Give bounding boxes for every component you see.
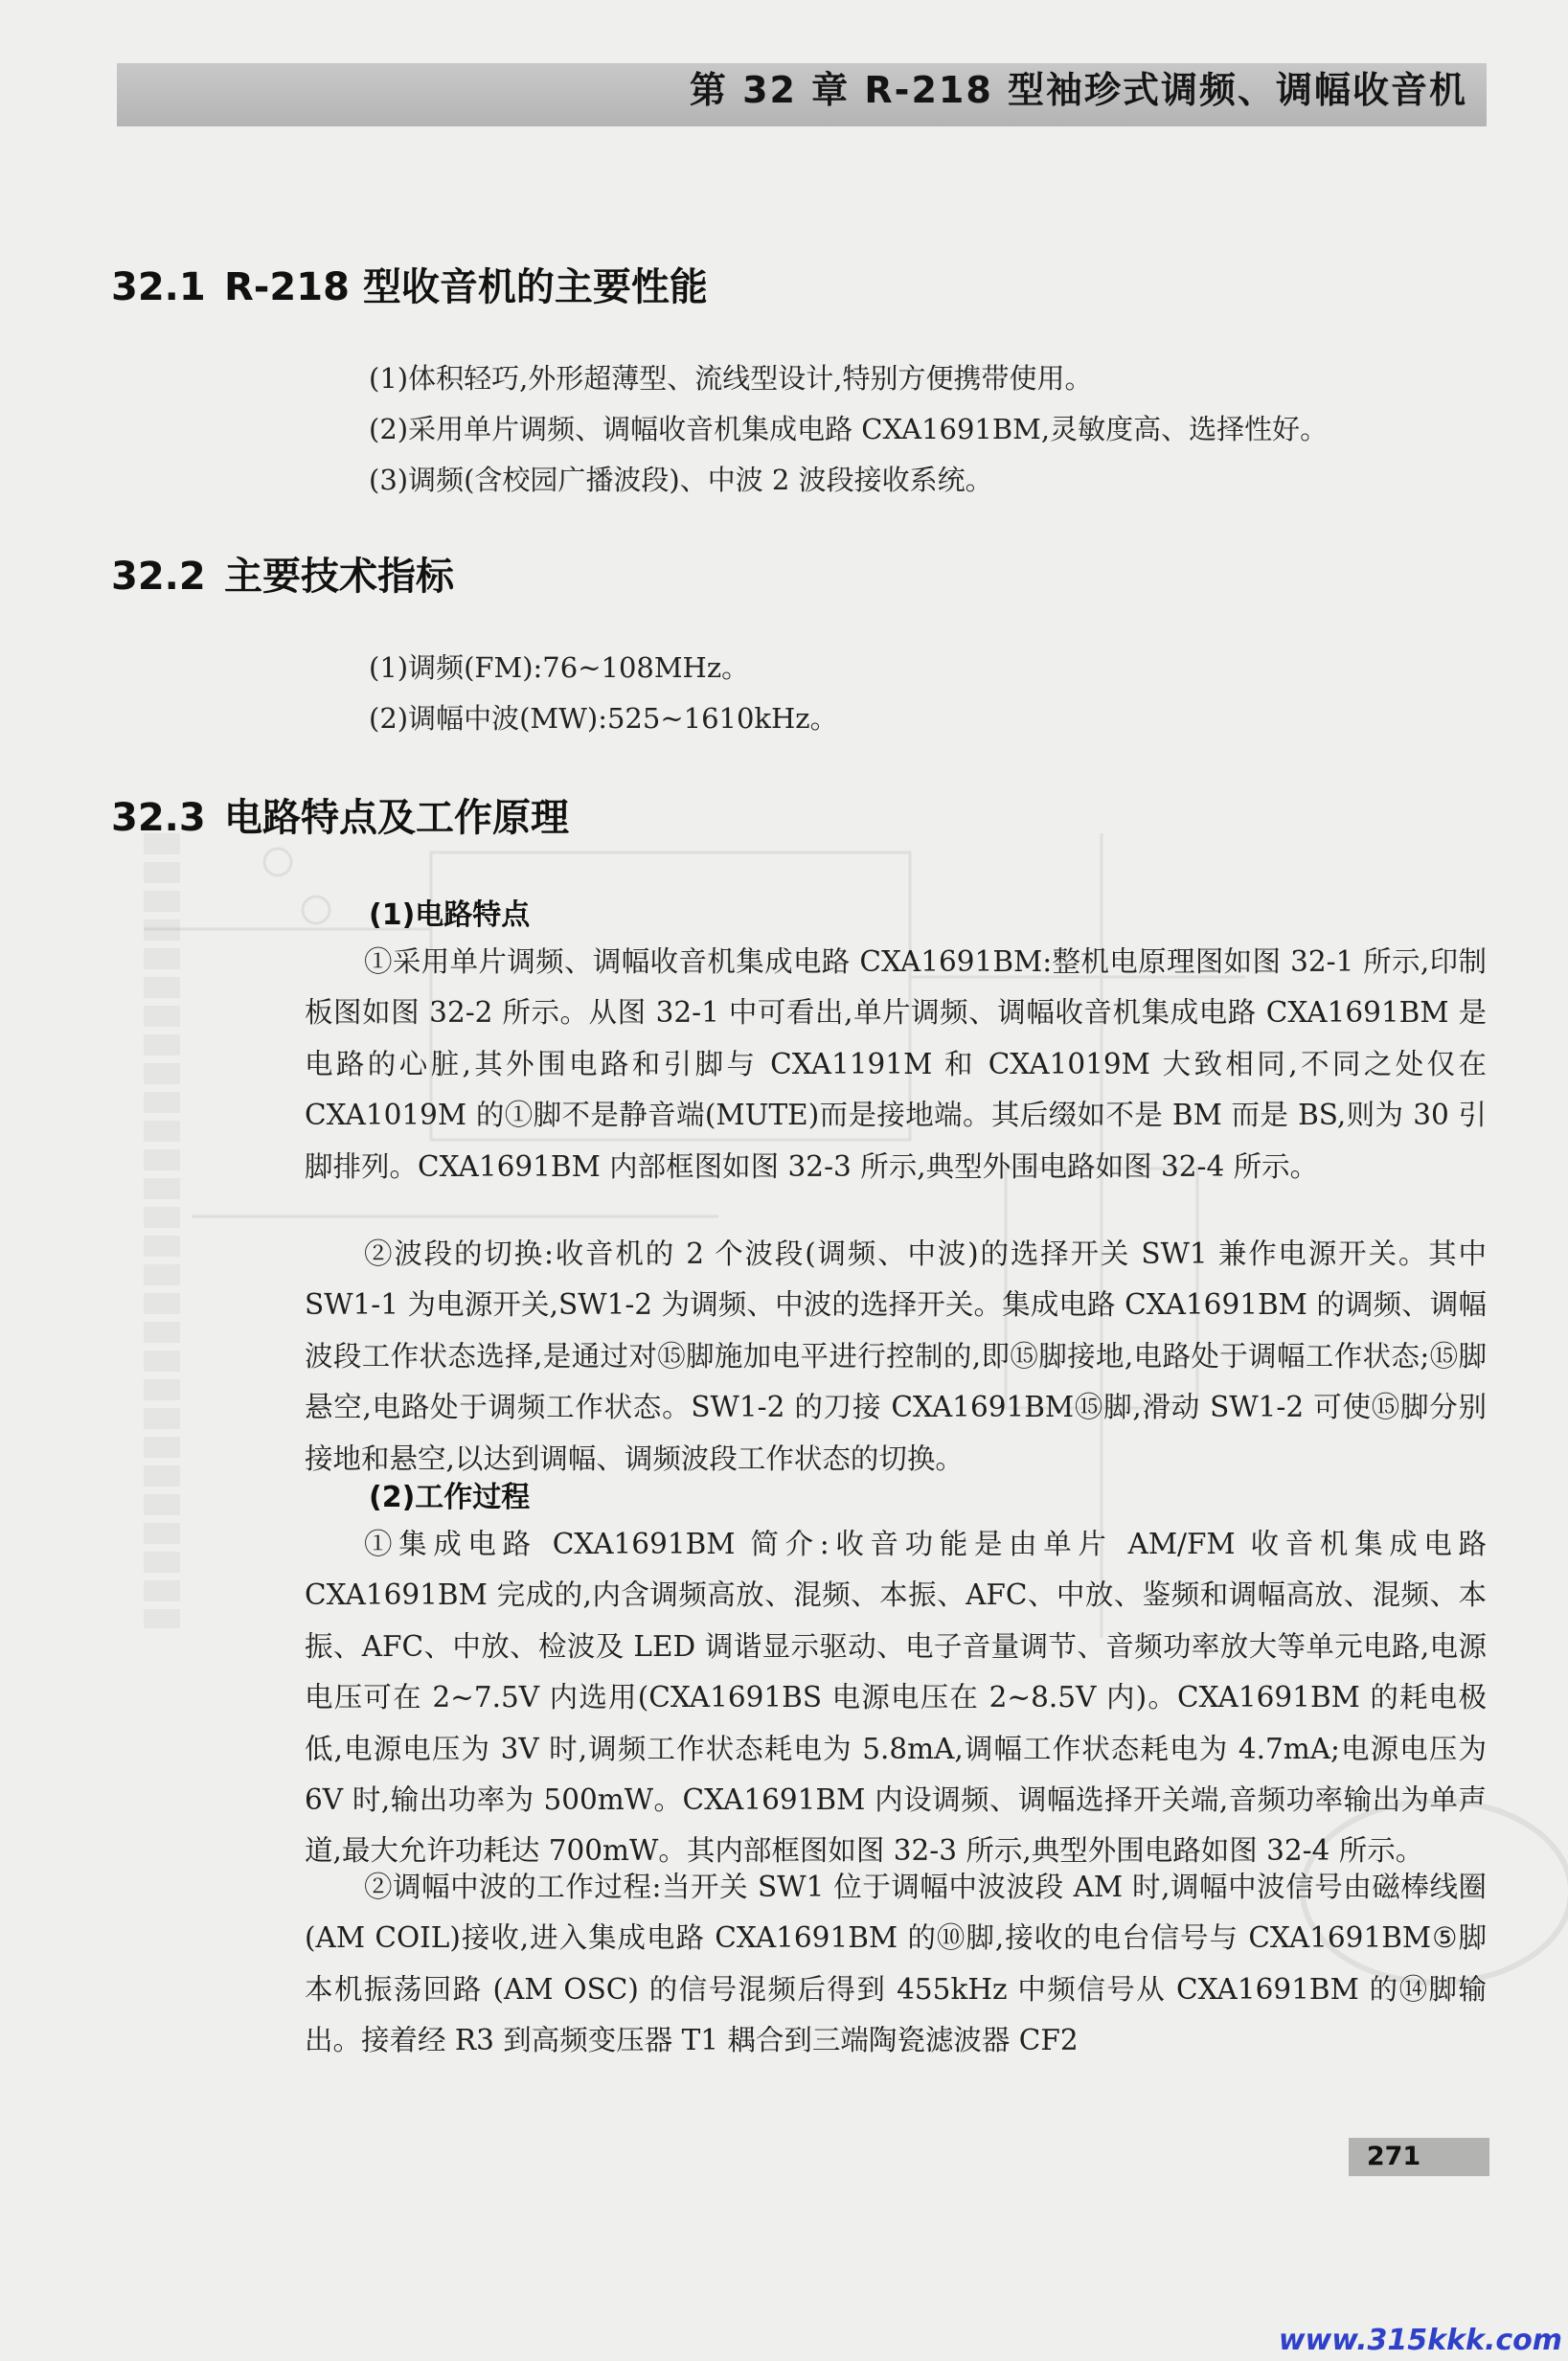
- section-heading: [111, 787, 569, 842]
- section-number: 32.1: [111, 265, 206, 309]
- body-paragraph: ①采用单片调频、调幅收音机集成电路 CXA1691BM:整机电原理图如图 32-1 所示,印制板图如图 32-2 所示。从图 32-1 中可看出,单片调频、调幅收音机集成电路 CXA1691BM 是电路的心脏,其外围电路和引脚与 CXA1191M 和 CXA1019M 大致相同,不同之处仅在 CXA1019M 的①脚不是静音端(MUTE)而是接地端。其后缀如不是 BM 而是 BS,则为 30 引脚排列。CXA1691BM 内部框图如图 32-3 所示,典型外围电路如图 32-4 所示。: [305, 945, 1487, 1183]
- list-item: (2)调幅中波(MW):525~1610kHz。: [369, 702, 838, 735]
- page-number: 271: [1366, 2142, 1421, 2171]
- list-item: (1)体积轻巧,外形超薄型、流线型设计,特别方便携带使用。: [369, 362, 1093, 395]
- section-number: 32.2: [111, 555, 206, 599]
- body-paragraph: ②波段的切换:收音机的 2 个波段(调频、中波)的选择开关 SW1 兼作电源开关。其中 SW1-1 为电源开关,SW1-2 为调频、中波的选择开关。集成电路 CXA1691BM 的调频、调幅波段工作状态选择,是通过对⑮脚施加电平进行控制的,即⑮脚接地,电路处于调幅工作状态;⑮脚悬空,电路处于调频工作状态。SW1-2 的刀接 CXA1691BM⑮脚,滑动 SW1-2 可使⑮脚分别接地和悬空,以达到调幅、调频波段工作状态的切换。: [305, 1237, 1487, 1475]
- section-heading: [111, 546, 454, 601]
- section-heading: [111, 257, 708, 311]
- bleed-through-caption: [144, 833, 180, 1628]
- body-paragraph: ①集成电路 CXA1691BM 简介:收音功能是由单片 AM/FM 收音机集成电路 CXA1691BM 完成的,内含调频高放、混频、本振、AFC、中放、鉴频和调幅高放、混频、本振、AFC、中放、检波及 LED 调谐显示驱动、电子音量调节、音频功率放大等单元电路,电源电压可在 2~7.5V 内选用(CXA1691BS 电源电压在 2~8.5V 内)。CXA1691BM 的耗电极低,电源电压为 3V 时,调频工作状态耗电为 5.8mA,调幅工作状态耗电为 4.7mA;电源电压为 6V 时,输出功率为 500mW。CXA1691BM 内设调频、调幅选择开关端,音频功率输出为单声道,最大允许功耗达 700mW。其内部框图如图 32-3 所示,典型外围电路如图 32-4 所示。: [305, 1528, 1487, 1868]
- section-title: 电路特点及工作原理: [224, 796, 569, 840]
- subsection-heading: (2)工作过程: [369, 1481, 531, 1514]
- running-header-title: 第 32 章 R-218 型袖珍式调频、调幅收音机: [689, 69, 1467, 111]
- body-paragraph: ②调幅中波的工作过程:当开关 SW1 位于调幅中波波段 AM 时,调幅中波信号由磁棒线圈(AM COIL)接收,进入集成电路 CXA1691BM 的⑩脚,接收的电台信号与 CXA1691BM⑤脚本机振荡回路 (AM OSC) 的信号混频后得到 455kHz 中频信号从 CXA1691BM 的⑭脚输出。接着经 R3 到高频变压器 T1 耦合到三端陶瓷滤波器 CF2: [305, 1871, 1487, 2057]
- section-number: 32.3: [111, 796, 206, 840]
- list-item: (2)采用单片调频、调幅收音机集成电路 CXA1691BM,灵敏度高、选择性好。: [369, 413, 1329, 445]
- section-title: 主要技术指标: [224, 555, 454, 599]
- list-item: (3)调频(含校园广播波段)、中波 2 波段接收系统。: [369, 464, 993, 496]
- section-title: R-218 型收音机的主要性能: [224, 265, 708, 309]
- subsection-heading: (1)电路特点: [369, 898, 531, 932]
- list-item: (1)调频(FM):76~108MHz。: [369, 651, 750, 684]
- site-watermark: www.315kkk.com: [1278, 2324, 1562, 2357]
